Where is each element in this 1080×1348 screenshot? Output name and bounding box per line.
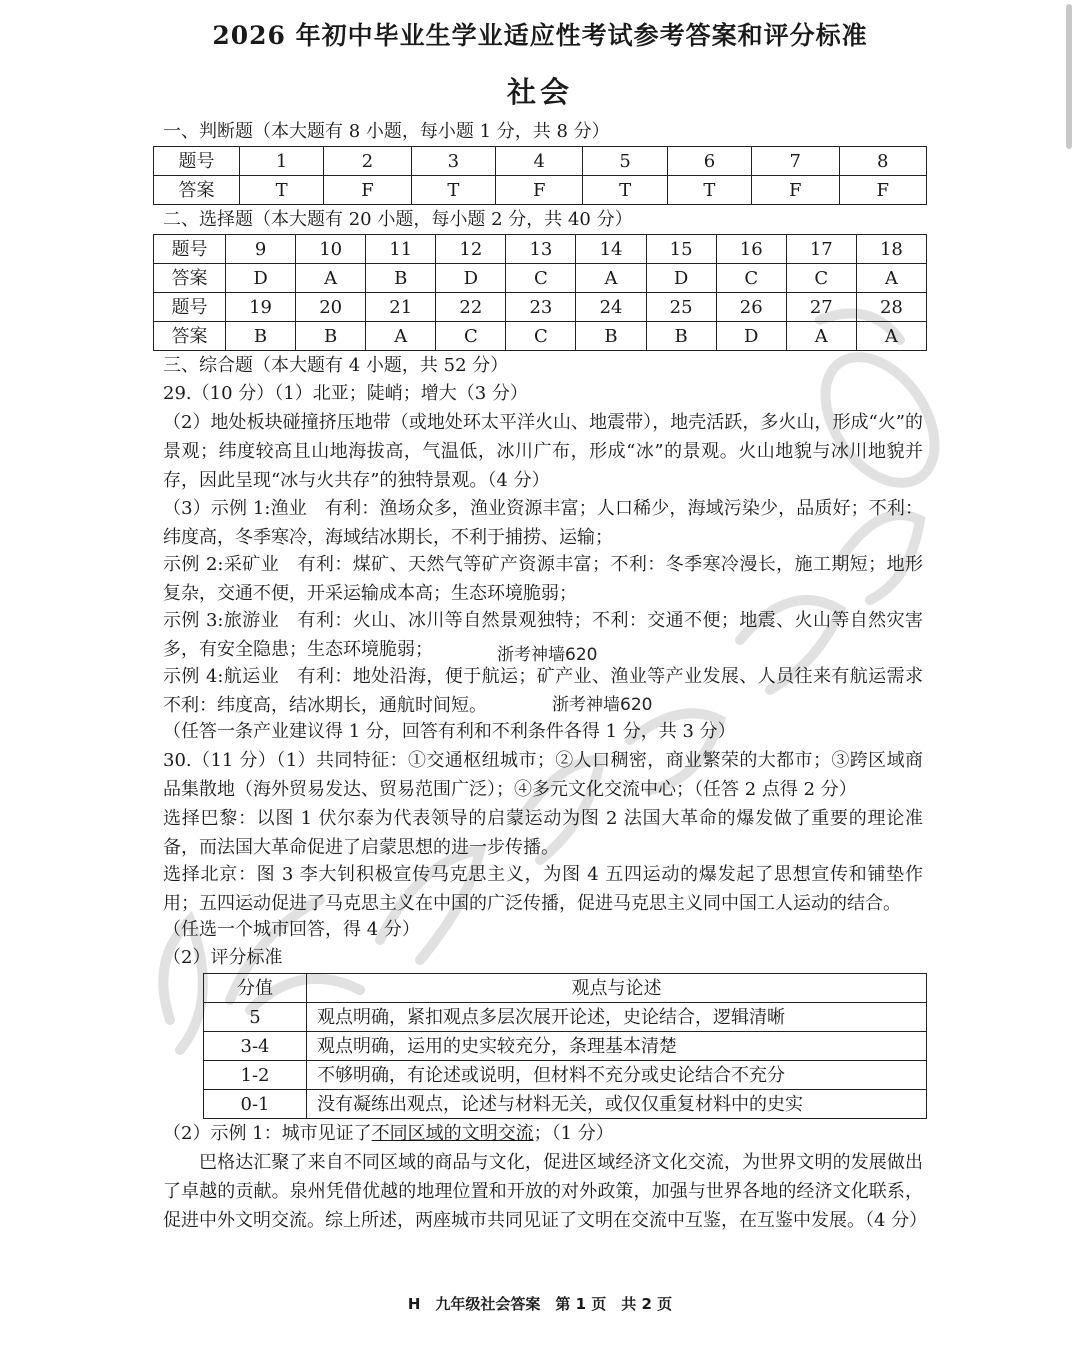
row-label-answer: 答案 [154, 322, 226, 351]
mc-answer-cell: A [856, 322, 926, 351]
q30-part1-paris: 选择巴黎：以图 1 伏尔泰为代表领导的启蒙运动为图 2 法国大革命的爆发做了重要的理论准备，而法国大革命促进了启蒙思想的进一步传播。 [163, 808, 923, 858]
example-prefix: （2）示例 1：城市见证了 [163, 1123, 372, 1144]
rubric-score: 5 [204, 1003, 307, 1032]
q29-part3-example4: 示例 4:航运业 有利：地处沿海，便于航运；矿产业、渔业等产业发展、人员往来有航运需求 不利：纬度高，结冰期长，通航时间短。 [163, 666, 923, 716]
tf-question-cell: 8 [839, 147, 927, 176]
mc-question-cell: 10 [296, 235, 366, 264]
mc-question-cell: 17 [786, 235, 856, 264]
tf-question-cell: 3 [411, 147, 495, 176]
row-label-question: 题号 [154, 235, 226, 264]
mc-question-cell: 14 [576, 235, 646, 264]
tf-question-cell: 7 [752, 147, 839, 176]
mc-question-cell: 9 [226, 235, 296, 264]
q30-part1-beijing: 选择北京：图 3 李大钊积极宣传马克思主义，为图 4 五四运动的爆发起了思想宣传和铺垫作用；五四运动促进了马克思主义在中国的广泛传播，促进马克思主义同中国工人运动的结合。 [163, 864, 923, 914]
mc-answer-cell: A [296, 264, 366, 293]
mc-answer-cell: C [786, 264, 856, 293]
mc-question-cell: 19 [226, 293, 296, 322]
q30-part1-scoring: （任选一个城市回答，得 4 分） [163, 919, 420, 940]
tf-answer-cell: T [240, 176, 324, 205]
tf-answer-cell: F [496, 176, 583, 205]
row-label-answer: 答案 [154, 176, 240, 205]
tf-question-cell: 4 [496, 147, 583, 176]
mc-answer-cell: D [646, 264, 716, 293]
scrollbar[interactable] [1064, 0, 1074, 1348]
rubric-score: 3-4 [204, 1032, 307, 1061]
rubric-header-desc: 观点与论述 [307, 974, 927, 1003]
mc-question-cell: 15 [646, 235, 716, 264]
mc-question-cell: 16 [716, 235, 786, 264]
inline-watermark: 浙考神墙620 [552, 695, 653, 715]
q29-part2: （2）地处板块碰撞挤压地带（或地处环太平洋火山、地震带），地壳活跃，多火山，形成“火”的景观；纬度较高且山地海拔高，气温低，冰川广布，形成“冰”的景观。火山地貌与冰川地貌并存，因此呈现“冰与火共存”的独特景观。（4 分） [163, 412, 923, 491]
q29-part3-scoring: （任答一条产业建议得 1 分，回答有利和不利条件各得 1 分，共 3 分） [163, 721, 736, 742]
rubric-score: 0-1 [204, 1090, 307, 1119]
mc-answer-cell: B [296, 322, 366, 351]
mc-answer-cell: D [226, 264, 296, 293]
tf-question-cell: 1 [240, 147, 324, 176]
mc-answer-cell: D [716, 322, 786, 351]
mc-question-cell: 22 [436, 293, 506, 322]
example-suffix: ；（1 分） [533, 1123, 614, 1144]
mc-answer-cell: C [716, 264, 786, 293]
mc-question-cell: 27 [786, 293, 856, 322]
tf-answer-cell: F [752, 176, 839, 205]
mc-question-cell: 21 [366, 293, 436, 322]
mc-question-cell: 28 [856, 293, 926, 322]
rubric-score: 1-2 [204, 1061, 307, 1090]
inline-watermark: 浙考神墙620 [497, 645, 598, 665]
mc-question-cell: 12 [436, 235, 506, 264]
q30-example1-body: 巴格达汇聚了来自不同区域的商品与文化，促进区域经济文化交流，为世界文明的发展做出了卓越的贡献。泉州凭借优越的地理位置和开放的对外政策，加强与世界各地的经济文化联系，促进中外文明交流。综上所述，两座城市共同见证了文明在交流中互鉴，在互鉴中发展。（4 分） [163, 1152, 928, 1231]
rubric-table [203, 973, 927, 1119]
tf-question-cell: 6 [667, 147, 751, 176]
mc-answer-cell: A [576, 264, 646, 293]
tf-answer-cell: F [324, 176, 411, 205]
multiple-choice-answer-table [153, 234, 927, 351]
rubric-desc: 观点明确，运用的史实较充分，条理基本清楚 [307, 1032, 927, 1061]
row-label-answer: 答案 [154, 264, 226, 293]
mc-question-cell: 18 [856, 235, 926, 264]
q30-part1-features: 30.（11 分）（1）共同特征：①交通枢纽城市；②人口稠密，商业繁荣的大都市；③跨区域商品集散地（海外贸易发达、贸易范围广泛）；④多元文化交流中心；（任答 2 点得 2 分） [163, 750, 923, 800]
section3-heading: 三、综合题（本大题有 4 小题，共 52 分） [163, 355, 509, 376]
mc-answer-cell: C [506, 322, 576, 351]
tf-answer-cell: T [583, 176, 667, 205]
mc-answer-cell: A [366, 322, 436, 351]
mc-question-cell: 25 [646, 293, 716, 322]
true-false-answer-table [153, 146, 927, 205]
tf-answer-cell: T [411, 176, 495, 205]
mc-answer-cell: C [506, 264, 576, 293]
mc-question-cell: 11 [366, 235, 436, 264]
tf-question-cell: 2 [324, 147, 411, 176]
example-underlined-key: 不同区域的文明交流 [371, 1123, 534, 1144]
mc-question-cell: 26 [716, 293, 786, 322]
row-label-question: 题号 [154, 147, 240, 176]
rubric-desc: 不够明确，有论述或说明，但材料不充分或史论结合不充分 [307, 1061, 927, 1090]
mc-answer-cell: D [436, 264, 506, 293]
mc-answer-cell: B [576, 322, 646, 351]
section1-heading: 一、判断题（本大题有 8 小题，每小题 1 分，共 8 分） [163, 121, 610, 142]
subject-title: 社会 [506, 75, 573, 109]
q29-part1: 29.（10 分）（1）北亚；陡峭；增大（3 分） [163, 383, 528, 404]
q30-part2-heading: （2）评分标准 [163, 947, 283, 968]
mc-answer-cell: B [646, 322, 716, 351]
section2-heading: 二、选择题（本大题有 20 小题，每小题 2 分，共 40 分） [163, 209, 633, 230]
mc-answer-cell: B [226, 322, 296, 351]
row-label-question: 题号 [154, 293, 226, 322]
tf-answer-cell: T [667, 176, 751, 205]
q29-part3-example3: 示例 3:旅游业 有利：火山、冰川等自然景观独特；不利：交通不便；地震、火山等自然灾害多，有安全隐患；生态环境脆弱； [163, 610, 923, 660]
q29-part3-example1: （3）示例 1:渔业 有利：渔场众多，渔业资源丰富；人口稀少，海域污染少，品质好；不利：纬度高，冬季寒冷，海域结冰期长，不利于捕捞、运输； [163, 498, 923, 548]
rubric-desc: 观点明确，紧扣观点多层次展开论述，史论结合，逻辑清晰 [307, 1003, 927, 1032]
tf-answer-cell: F [839, 176, 927, 205]
rubric-header-score: 分值 [204, 974, 307, 1003]
mc-answer-cell: A [786, 322, 856, 351]
mc-question-cell: 20 [296, 293, 366, 322]
mc-answer-cell: B [366, 264, 436, 293]
page-footer: H 九年级社会答案 第 1 页 共 2 页 [407, 1295, 673, 1313]
mc-question-cell: 23 [506, 293, 576, 322]
q30-example1-heading [163, 1120, 614, 1148]
mc-question-cell: 13 [506, 235, 576, 264]
q29-part3-example2: 示例 2:采矿业 有利：煤矿、天然气等矿产资源丰富；不利：冬季寒冷漫长，施工期短；地形复杂，交通不便，开采运输成本高；生态环境脆弱； [163, 554, 923, 604]
mc-question-cell: 24 [576, 293, 646, 322]
rubric-desc: 没有凝练出观点，论述与材料无关，或仅仅重复材料中的史实 [307, 1090, 927, 1119]
tf-question-cell: 5 [583, 147, 667, 176]
document-title: 2026 年初中毕业生学业适应性考试参考答案和评分标准 [212, 21, 868, 50]
mc-answer-cell: A [856, 264, 926, 293]
mc-answer-cell: C [436, 322, 506, 351]
